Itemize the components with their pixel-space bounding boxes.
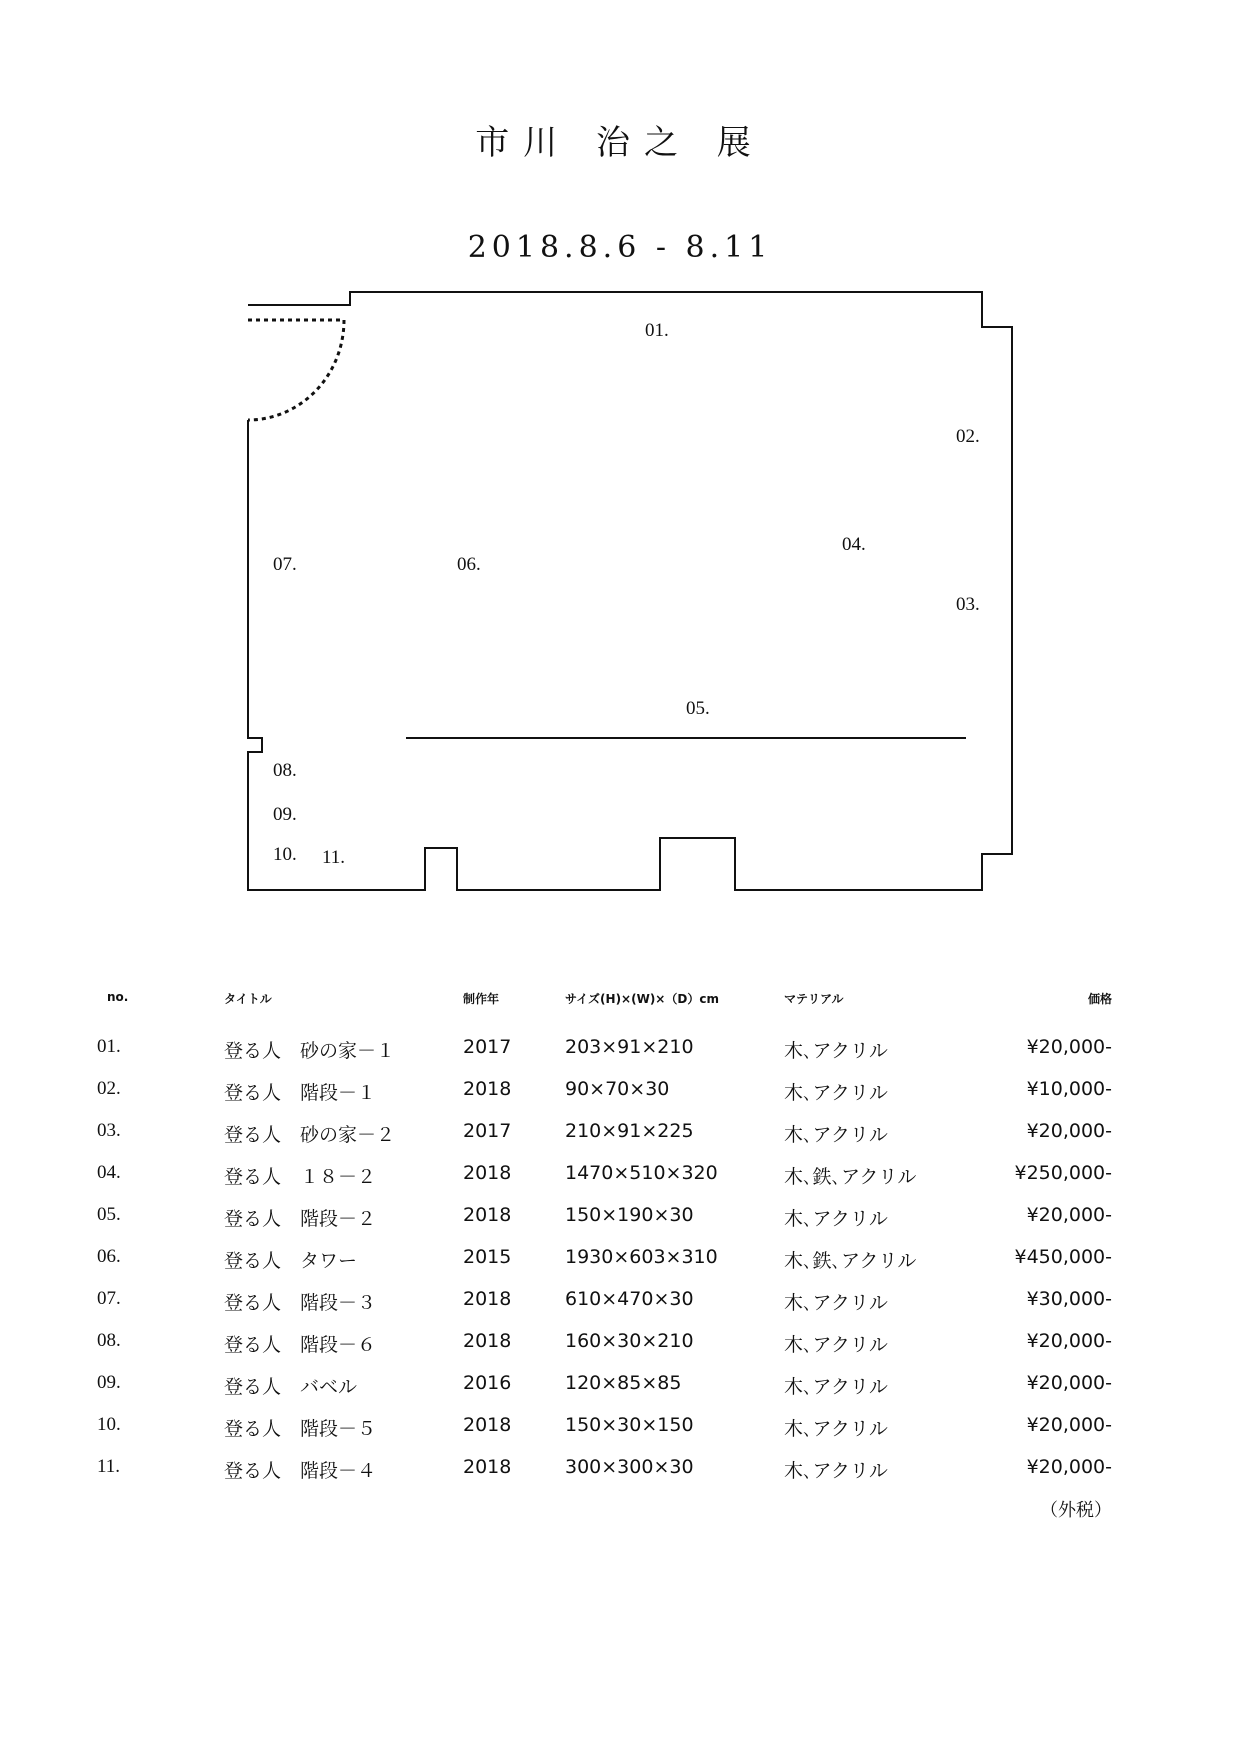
row-price: ¥10,000- [1026, 1078, 1112, 1100]
header-size: サイズ(H)×(W)×（D）cm [565, 992, 719, 1006]
row-year: 2018 [463, 1330, 512, 1352]
row-size: 203×91×210 [565, 1036, 694, 1058]
row-title: 登る人 階段－２ [224, 1208, 377, 1230]
row-year: 2018 [463, 1162, 512, 1184]
row-size: 210×91×225 [565, 1120, 694, 1142]
row-no: 02. [97, 1078, 121, 1099]
row-year: 2016 [463, 1372, 512, 1394]
row-price: ¥250,000- [1014, 1162, 1112, 1184]
row-no: 03. [97, 1120, 121, 1141]
table-row [0, 1456, 1240, 1486]
header-year: 制作年 [463, 992, 500, 1006]
header-price: 価格 [1087, 992, 1112, 1006]
exhibition-dates: 2018.8.6 - 8.11 [467, 230, 773, 265]
row-price: ¥20,000- [1026, 1204, 1112, 1226]
row-material: 木､鉄､アクリル [784, 1166, 917, 1188]
plan-label-04: 04. [842, 534, 866, 555]
row-year: 2018 [463, 1204, 512, 1226]
header-material: マテリアル [784, 992, 844, 1006]
row-no: 01. [97, 1036, 121, 1057]
exhibition-title: 市川 治之 展 [475, 123, 765, 163]
row-no: 11. [97, 1456, 121, 1477]
table-row [0, 1372, 1240, 1402]
row-year: 2017 [463, 1120, 512, 1142]
row-title: 登る人 １８－２ [224, 1166, 377, 1188]
row-material: 木､アクリル [784, 1292, 888, 1314]
row-size: 1930×603×310 [565, 1246, 718, 1268]
row-material: 木､アクリル [784, 1124, 888, 1146]
table-row [0, 1078, 1240, 1108]
row-material: 木､アクリル [784, 1376, 888, 1398]
plan-label-02: 02. [956, 426, 980, 447]
table-row [0, 1036, 1240, 1066]
row-material: 木､アクリル [784, 1208, 888, 1230]
plan-label-05: 05. [686, 698, 710, 719]
row-price: ¥20,000- [1026, 1372, 1112, 1394]
header-no: no. [107, 990, 129, 1004]
row-title: 登る人 バベル [224, 1376, 358, 1398]
row-size: 160×30×210 [565, 1330, 694, 1352]
row-title: 登る人 階段－１ [224, 1082, 377, 1104]
row-price: ¥450,000- [1014, 1246, 1112, 1268]
row-price: ¥20,000- [1026, 1330, 1112, 1352]
plan-label-10: 10. [273, 844, 297, 865]
tax-note: （外税） [1040, 1500, 1112, 1521]
table-row [0, 1204, 1240, 1234]
plan-label-06: 06. [457, 554, 481, 575]
row-price: ¥30,000- [1026, 1288, 1112, 1310]
row-no: 06. [97, 1246, 121, 1267]
table-row [0, 1414, 1240, 1444]
row-material: 木､アクリル [784, 1334, 888, 1356]
row-material: 木､アクリル [784, 1418, 888, 1440]
row-year: 2018 [463, 1414, 512, 1436]
row-material: 木､鉄､アクリル [784, 1250, 917, 1272]
row-title: 登る人 階段－５ [224, 1418, 377, 1440]
plan-label-07: 07. [273, 554, 297, 575]
row-size: 610×470×30 [565, 1288, 694, 1310]
row-price: ¥20,000- [1026, 1036, 1112, 1058]
row-no: 05. [97, 1204, 121, 1225]
table-row [0, 1162, 1240, 1192]
row-title: 登る人 砂の家－１ [224, 1040, 396, 1062]
row-price: ¥20,000- [1026, 1120, 1112, 1142]
row-material: 木､アクリル [784, 1082, 888, 1104]
row-no: 10. [97, 1414, 121, 1435]
row-title: 登る人 階段－６ [224, 1334, 377, 1356]
row-title: 登る人 階段－４ [224, 1460, 377, 1482]
row-title: 登る人 砂の家－２ [224, 1124, 396, 1146]
row-size: 300×300×30 [565, 1456, 694, 1478]
table-row [0, 1288, 1240, 1318]
row-price: ¥20,000- [1026, 1414, 1112, 1436]
plan-label-03: 03. [956, 594, 980, 615]
row-no: 08. [97, 1330, 121, 1351]
row-year: 2018 [463, 1078, 512, 1100]
row-size: 150×190×30 [565, 1204, 694, 1226]
row-price: ¥20,000- [1026, 1456, 1112, 1478]
row-no: 04. [97, 1162, 121, 1183]
row-material: 木､アクリル [784, 1460, 888, 1482]
table-row [0, 1120, 1240, 1150]
row-no: 07. [97, 1288, 121, 1309]
door-swing-arc [248, 320, 344, 420]
row-size: 150×30×150 [565, 1414, 694, 1436]
row-year: 2017 [463, 1036, 512, 1058]
row-title: 登る人 階段－３ [224, 1292, 377, 1314]
row-size: 90×70×30 [565, 1078, 670, 1100]
header-title: タイトル [224, 992, 272, 1006]
row-material: 木､アクリル [784, 1040, 888, 1062]
plan-label-01: 01. [645, 320, 669, 341]
row-year: 2018 [463, 1288, 512, 1310]
plan-label-08: 08. [273, 760, 297, 781]
table-row [0, 1246, 1240, 1276]
row-year: 2015 [463, 1246, 512, 1268]
table-row [0, 1330, 1240, 1360]
row-no: 09. [97, 1372, 121, 1393]
row-size: 120×85×85 [565, 1372, 682, 1394]
row-year: 2018 [463, 1456, 512, 1478]
row-size: 1470×510×320 [565, 1162, 718, 1184]
room-outline [248, 292, 1012, 890]
plan-label-11: 11. [322, 847, 346, 868]
row-title: 登る人 タワー [224, 1250, 358, 1272]
plan-label-09: 09. [273, 804, 297, 825]
